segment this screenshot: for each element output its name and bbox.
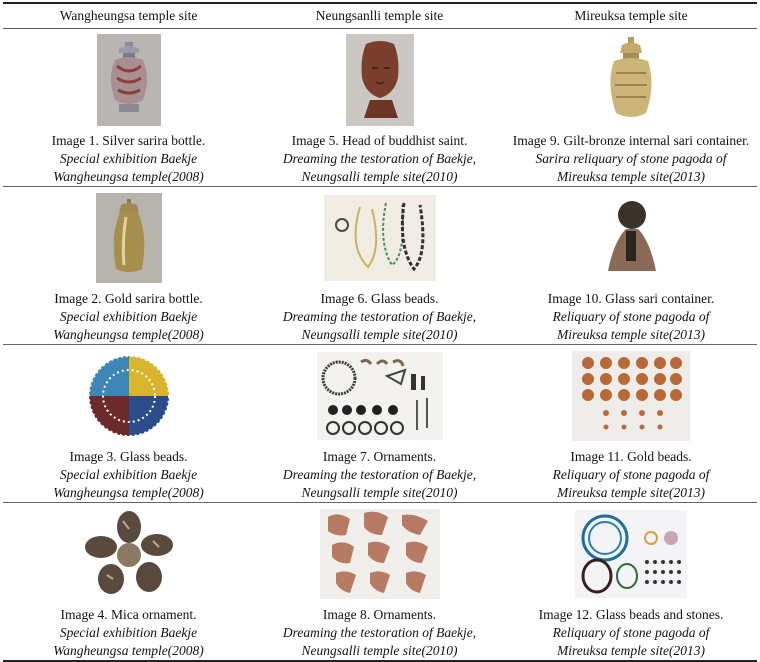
image-row — [3, 345, 757, 448]
caption-title: Image 3. Glass beads. — [69, 448, 188, 464]
header-row — [3, 3, 757, 29]
caption-source: Wangheungsa temple(2008) — [53, 326, 204, 342]
caption-source: Wangheungsa temple(2008) — [53, 642, 204, 658]
caption-title: Image 12. Glass beads and stones. — [538, 606, 724, 622]
image-cell — [505, 345, 757, 448]
caption-source: Reliquary of stone pagoda of — [552, 466, 710, 482]
caption-source: Special exhibition Baekje — [59, 150, 198, 166]
metal-ornaments-photo — [317, 352, 443, 440]
caption-row — [3, 289, 757, 345]
clay-ornaments-photo — [320, 509, 440, 599]
caption-source: Dreaming the testoration of Baekje, — [282, 308, 477, 324]
glass-beads-circle-photo — [81, 352, 177, 440]
caption-source: Mireuksa temple site(2013) — [557, 484, 705, 500]
caption-cell — [505, 289, 757, 345]
image-cell — [3, 503, 254, 606]
gold-beads-photo — [572, 351, 690, 441]
image-cell — [505, 503, 757, 606]
column-header-neungsanlli: Neungsanlli temple site — [315, 8, 444, 23]
caption-source: Mireuksa temple site(2013) — [557, 642, 705, 658]
glass-beads-stones-photo — [575, 510, 687, 598]
caption-source: Wangheungsa temple(2008) — [53, 484, 204, 500]
caption-title: Image 4. Mica ornament. — [60, 606, 197, 622]
caption-title: Image 11. Gold beads. — [570, 448, 692, 464]
caption-cell — [254, 447, 505, 503]
image-cell — [254, 345, 505, 448]
image-row — [3, 187, 757, 290]
caption-source: Neungsalli temple site(2010) — [301, 168, 458, 184]
caption-source: Special exhibition Baekje — [59, 308, 198, 324]
gilt-bronze-sari-container-photo — [596, 33, 666, 127]
caption-source: Dreaming the testoration of Baekje, — [282, 466, 477, 482]
caption-title: Image 1. Silver sarira bottle. — [51, 132, 206, 148]
image-cell — [3, 187, 254, 290]
image-cell — [254, 29, 505, 132]
caption-title: Image 7. Ornaments. — [322, 448, 437, 464]
image-row — [3, 503, 757, 606]
gold-sarira-bottle-photo — [96, 193, 162, 283]
caption-source: Neungsalli temple site(2010) — [301, 326, 458, 342]
image-cell — [254, 187, 505, 290]
image-row — [3, 29, 757, 132]
caption-title: Image 6. Glass beads. — [320, 290, 439, 306]
caption-cell — [3, 131, 254, 187]
buddhist-saint-head-photo — [346, 34, 414, 126]
image-cell — [3, 345, 254, 448]
caption-source: Dreaming the testoration of Baekje, — [282, 150, 477, 166]
caption-cell — [505, 605, 757, 661]
caption-source: Special exhibition Baekje — [59, 466, 198, 482]
caption-row — [3, 605, 757, 661]
image-cell — [505, 187, 757, 290]
caption-row — [3, 447, 757, 503]
caption-cell — [3, 447, 254, 503]
image-cell — [254, 503, 505, 606]
caption-cell — [254, 605, 505, 661]
caption-title: Image 9. Gilt-bronze internal sari container. — [512, 132, 750, 148]
caption-cell — [254, 289, 505, 345]
caption-cell — [3, 605, 254, 661]
glass-beads-necklace-photo — [324, 195, 436, 281]
caption-source: Reliquary of stone pagoda of — [552, 624, 710, 640]
caption-source: Special exhibition Baekje — [59, 624, 198, 640]
caption-title: Image 10. Glass sari container. — [547, 290, 715, 306]
caption-source: Mireuksa temple site(2013) — [557, 168, 705, 184]
caption-source: Dreaming the testoration of Baekje, — [282, 624, 477, 640]
caption-source: Sarira reliquary of stone pagoda of — [535, 150, 727, 166]
caption-cell — [3, 289, 254, 345]
image-cell — [3, 29, 254, 132]
caption-title: Image 8. Ornaments. — [322, 606, 437, 622]
caption-cell — [505, 447, 757, 503]
caption-source: Mireuksa temple site(2013) — [557, 326, 705, 342]
caption-cell — [505, 131, 757, 187]
glass-sari-container-photo — [590, 197, 672, 279]
image-cell — [505, 29, 757, 132]
caption-source: Wangheungsa temple(2008) — [53, 168, 204, 184]
artifacts-table — [3, 2, 757, 662]
silver-sarira-bottle-photo — [97, 34, 161, 126]
caption-title: Image 5. Head of buddhist saint. — [291, 132, 468, 148]
caption-source: Reliquary of stone pagoda of — [552, 308, 710, 324]
column-header-wangheungsa: Wangheungsa temple site — [59, 8, 198, 23]
caption-source: Neungsalli temple site(2010) — [301, 642, 458, 658]
caption-cell — [254, 131, 505, 187]
caption-title: Image 2. Gold sarira bottle. — [54, 290, 203, 306]
mica-ornament-photo — [83, 509, 175, 599]
caption-source: Neungsalli temple site(2010) — [301, 484, 458, 500]
caption-row — [3, 131, 757, 187]
column-header-mireuksa: Mireuksa temple site — [574, 8, 688, 23]
